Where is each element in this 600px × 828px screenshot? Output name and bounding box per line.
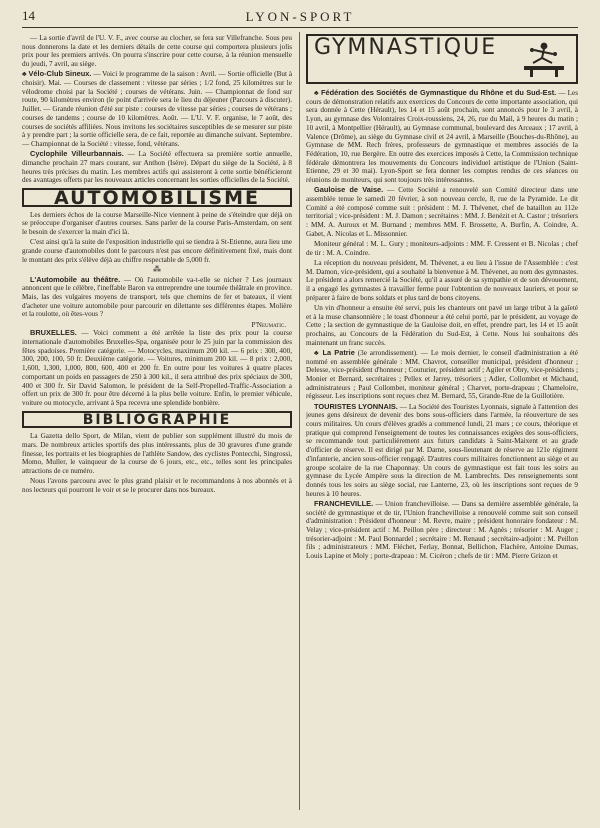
gauloise-paragraph: Moniteur général : M. L. Gury ; moniteurs-adjoints : MM. F. Cressent et B. Nicolas ; chef de tir : M. A. Coindre.	[306, 239, 578, 257]
section-heading-bibliographie: BIBLIOGRAPHIE	[22, 411, 292, 429]
article-text: — Où l'automobile va-t-elle se nicher ? Les journaux annoncent que le célèbre, l'ineffable Baron va entreprendre une tournée théâtrale en province. Mais, las des vulgaires moyens de transport, tels que chemins de fer et bateaux, il vient d'acheter une voiture automobile pour parcourir en dilettante ses différentes étapes. Molière et la roulotte, où êtes-vous ?	[22, 275, 292, 319]
club-text: — La Société effectuera sa première sortie annuelle, dimanche prochain 27 mars courant, sur Anthon (Isère). Départ du siège de la Société, à 8 heures très précises du matin. Les membres actifs qui assisteront à cette sortie bénéficieront des avantages offerts par les nouveaux articles concernant les sorties officielles de la Société.	[22, 150, 292, 185]
article-title: La Patrie	[322, 347, 355, 357]
gymnastique-banner	[306, 34, 578, 84]
section-heading-gymnastique: GYMNASTIQUE	[314, 35, 498, 60]
header-rule	[22, 27, 578, 28]
article-title: L'Automobile au théâtre.	[30, 274, 121, 284]
article-text: — Union franchevilloise. — Dans sa dernière assemblée générale, la société de gymnastique et de tir, l'Union franchevilloise a renouvelé comme suit son conseil d'administration : Président d'honneur : M. Revre, maire ; président honoraire fondateur : M. Velay ; vice-président actif : M. Peillon père ; directeur : M. Agnès ; trésorier : M. Auger ; trésorier-adjoint : M. Paul Bonnardel ; secrétaire : M. Renaud ; secrétaire-adjoint : M. Peillon fils ; administrateurs : MM. Fléchet, Ferlay, Bonnat, Bellichon, Flachère, Antoine Dumas, Louis Lapine et Moly ; porte-drapeau : M. Cicéron ; chefs de tir : MM. Pierre Grizon et	[306, 499, 578, 561]
journal-title: LYON-SPORT	[245, 9, 355, 24]
gymnast-illustration	[518, 38, 570, 78]
bicycle-icon: ♣	[22, 70, 29, 79]
club-name: Cyclophile Villeurbannais.	[30, 149, 124, 159]
patrie-article	[306, 349, 578, 401]
auto-paragraph: Les derniers échos de la course Marseille-Nice viennent à peine de s'éteindre que déjà on se préoccupe d'organiser d'autres courses. Sans parler de la course Paris-Amsterdam, on sent le besoin de s'exercer la main d'ici là.	[22, 210, 292, 237]
cyclophile-article	[22, 150, 292, 185]
federation-article	[306, 89, 578, 185]
page-header	[22, 8, 578, 28]
theatre-article	[22, 276, 292, 320]
gauloise-article	[306, 186, 578, 238]
gauloise-paragraph: Un vin d'honneur a ensuite été servi, puis les chanteurs ont pavé un large tribut à la gaîeté et à la muse chansonnière ; le toast d'honneur a été celui porté, par le président, au voyage de Cette ; la section de gymnastique de la Gauloise doit, en effet, prendre part, les 14 et 15 août prochains, au Concours de la Fédération du Sud-Est, à Cette. Nous lui souhaitons dès maintenant un franc succès.	[306, 303, 578, 347]
section-heading-automobilisme: AUTOMOBILISME	[22, 188, 292, 207]
article-title: Gauloise de Vaise.	[314, 185, 384, 195]
article-title: FRANCHEVILLE.	[314, 498, 374, 508]
column-divider	[299, 32, 300, 810]
uvf-paragraph: — La sortie d'avril de l'U. V. F., avec course au clocher, se fera sur Villefranche. Sous peu nous donnerons la date et les derniers détails de cette course qui comportera plusieurs jolis prix pour les premiers arrivés. On pourra s'inscrire pour cette course, à la réunion mensuelle du jeudi, 7 avril, au siège.	[22, 34, 292, 69]
article-title: TOURISTES LYONNAIS.	[314, 401, 398, 411]
club-text: — Voici le programme de la saison : Avril. — Sortie officielle (But à choisir). Mai. — Courses de classement : vitesse par séries ; 1/2 fond, 25 kilomètres sur le vélodrome choisi par la Société ; courses de vétérans. Juin. — Championnat de fond sur route, 90 kilomètres environ (le point d'arrivée sera le lieu du déjeuner (Parcours à discuter). Juillet. — Grande réunion d'été sur piste : courses de vitesse par séries ; courses de vétérans ; courses de tandems ; course de 10 kilomètres. Août. — L'U. V. F. organise, le 7 août, des courses de sociétés affiliées. Nous invitons les sociétaires susceptibles de se mesurer sur piste à y prendre part ; la sortie officielle sera, de ce fait, reportée au dimanche suivant. Septembre. — Championnat de la Société : vitesse, fond, vétérans.	[22, 70, 292, 148]
right-column	[306, 34, 578, 816]
article-title: BRUXELLES.	[30, 328, 77, 338]
bruxelles-article	[22, 329, 292, 407]
signature: P'Neumatic.	[251, 320, 286, 329]
biblio-paragraph: La Gazetta dello Sport, de Milan, vient de publier son supplément illustré du mois de mars. De nombreux articles sportifs des plus intéressants, plus de 30 gravures d'une grande finesse, les portraits et les biographies de l'athlète Sandow, des cyclistes Pontecchi, Singrossi, Momo, Muller, le vainqueur de la course de 6 jours, etc., etc., telles sont les principales attractions de ce numéro.	[22, 432, 292, 476]
club-icon: ♣	[314, 348, 323, 357]
touristes-article	[306, 403, 578, 499]
article-text: — La Société des Touristes Lyonnais, signale à l'attention des jeunes gens désireux de devenir des bons sous-officiers dans l'armée, la réouverture de ses cours militaires. Un cours d'élèves gradés a commencé lundi, 21 mars ; ce cours, théorique et pratique qui comprend l'enseignement de toutes les connaissances exigées des sous-officiers, se recommande tout particulièrement aux futurs candidats à Saint-Maixent et au grade d'officier de réserve. Il est dirigé par M. Darne, sous-lieutenant de réserve au 121e régiment d'infanterie, ancien sous-officier rengagé. D'autres cours militaires fonctionnent au siège et au groupe scolaire de la rue Chaponnay. Un cours de gymnastique est fait tous les soirs au gymnase du Lycée Ampère sous la direction de M. Lambrechts. Des renseignements sont donnés tous les soirs au siège social, rue Lanterne, 23, où les inscriptions sont reçues de 9 heures à 10 heures.	[306, 402, 578, 498]
page-number: 14	[22, 8, 35, 23]
gauloise-paragraph: La réception du nouveau président, M. Thévenet, a eu lieu à l'issue de l'Assemblée : c'est M. Damon, vice-président, qui a souhaité la bienvenue à M. Thévenet, au nom des gymnastes. Le président a alors remercié la Société, qu'il a assuré de sa sympathie et de son dévouement, il a engagé les gymnastes à travailler ferme pour l'obtention de nouveaux lauriers, et pour se préparer à faire de bons soldats et plus tard de bons citoyens.	[306, 258, 578, 302]
francheville-article	[306, 500, 578, 561]
club-name: Vélo-Club Sineux.	[28, 69, 92, 79]
article-text: — Cette Société a renouvelé son Comité directeur dans une assemblée tenue le samedi 20 février, à son nouveau cercle, 8, rue de la Pyramide. Le dit Comité a été composé comme suit : président : M. J. Thévenet, chef de bataillon au 112e territorial ; vice-président : M. J. Damon ; secrétaires : MM. J. Benézit et A. Castor ; trésoriers : MM. A. Auroux et M. Burnand ; membres MM. F. Brossette, A. Burfin, A. Coindre, A. Gabet, A. Nicolas et L. Missonnier.	[306, 186, 578, 238]
article-text: — Les cours de démonstration relatifs aux exercices du Concours de cette importante association, qui sera donnée à Cette (Hérault), les 14 et 15 août prochain, sont annoncés pour le 3 avril, à Lyon, au gymnase des Volontaires Croix-roussiens, 24, 26, rue du Mail, à 9 heures du matin ; 10 avril, à Montpellier (Hérault), au Gymnase communal, boulevard des Arceaux ; 17 avril, à Valence (Drôme), au siège du Gymnase civil et 24 avril, à Marseille (Bouches-du-Rhône), au Gymnase de MM. Rech frères, professeurs de gymnastique et membres associés de la Fédération, 10, rue Bergère. En outre des exercices imposés à Cette, la Commission technique fédérale démontrera les mouvements du Concours individuel artistique de l'Union (Saint-Etienne, 29 et 30 mai). Lyon-Sport se fera donner les comptes rendus de ces séances ou réunions de moniteurs, qui sont toujours très intéressantes.	[306, 89, 578, 185]
article-text: (3e arrondissement). — Le mois dernier, le conseil d'administration a été nommé en assemblée générale : MM. Chavrot, conseiller municipal, président d'honneur ; Delesse, vice-président d'honneur ; Couturier, président actif ; Agiler et Obry, vice-présidents ; Monier et Bernard, secrétaires ; Pellex et Jarrey, trésoriers ; Adler, Collombet et Michaud, administrateurs ; Paul Collombet, moniteur général ; Charvet, porte-drapeau ; Chameloire, régisseur. Les inscriptions sont reçues chez M. Bernard, 55, Grande-Rue de la Guillotière.	[306, 348, 578, 401]
article-text: — Voici comment a été arrêtée la liste des prix pour la course internationale d'automobiles Bruxelles-Spa, organisée pour le 25 juin par la commission des fêtes spadoises. Première catégorie. — Motocycles, maximum 200 kil. — 6 prix : 300, 400, 300, 200, 100, 50 fr. Deuxième catégorie. — Voitures, minimum 200 kil. — 8 prix : 2,000, 1,600, 1,300, 1,000, 800, 600, 400 et 200 fr. En outre pour les voitures à quatre places comportant un poids en passagers de 250 à 300 kil., il sera attribué des prix spéciaux de 300, 400 et 300 fr. Sir David Salomon, le président de la Self-Propelled-Traffic-Association a offert un prix de 300 fr. pour être décerné à la plus belle voiture. Enfin, le premier véhicule, voiture ou motocycle, arrivant à Spa recevra une splendide bonbière.	[22, 329, 292, 407]
auto-paragraph: C'est ainsi qu'à la suite de l'exposition industrielle qui se tiendra à St-Etienne, aura lieu une grande course d'automobiles dont le parcours n'est pas encore définitivement fixé, mais dont le montant des prix s'élève déjà au chiffre respectable de 5,000 fr.	[22, 238, 292, 264]
left-column	[22, 34, 292, 816]
club-icon: ♣	[314, 89, 321, 97]
velo-club-article	[22, 70, 292, 148]
separator-stars: ⁂	[153, 264, 161, 274]
biblio-paragraph: Nous l'avons parcouru avec le plus grand plaisir et le recommandons à nos abonnés et à nos lecteurs qui pourront le voir et se le procurer dans nos bureaux.	[22, 477, 292, 495]
article-title: Fédération des Sociétés de Gymnastique du Rhône et du Sud-Est.	[320, 88, 557, 97]
